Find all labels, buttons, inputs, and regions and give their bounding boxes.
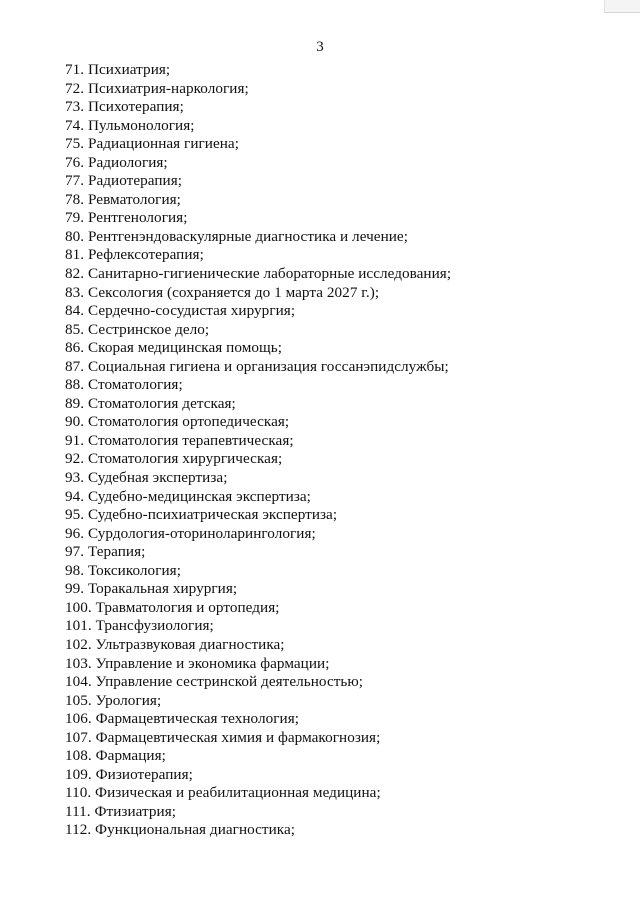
corner-mark (604, 0, 640, 13)
list-item: 99. Торакальная хирургия; (65, 580, 238, 598)
list-item: 89. Стоматология детская; (65, 394, 236, 412)
list-item: 94. Судебно-медицинская экспертиза; (65, 487, 311, 505)
list-item: 84. Сердечно-сосудистая хирургия; (65, 302, 296, 320)
list-item: 79. Рентгенология; (65, 209, 188, 227)
list-item: 76. Радиология; (65, 153, 168, 171)
list-item: 96. Сурдология-оториноларингология; (65, 524, 316, 542)
list-item: 82. Санитарно-гигиенические лабораторные исследования; (65, 265, 452, 283)
list-item: 110. Физическая и реабилитационная медицина; (65, 784, 381, 802)
list-item: 86. Скорая медицинская помощь; (65, 339, 283, 357)
list-item: 100. Травматология и ортопедия; (65, 598, 280, 616)
list-item: 88. Стоматология; (65, 376, 183, 394)
list-item: 101. Трансфузиология; (65, 617, 214, 635)
list-item: 72. Психиатрия-наркология; (65, 79, 249, 97)
list-item: 87. Социальная гигиена и организация госсанэпидслужбы; (65, 357, 449, 375)
list-item: 92. Стоматология хирургическая; (65, 450, 283, 468)
specialty-list (65, 61, 451, 840)
list-item: 97. Терапия; (65, 543, 146, 561)
list-item: 85. Сестринское дело; (65, 320, 210, 338)
list-item: 111. Фтизиатрия; (65, 802, 177, 820)
list-item: 104. Управление сестринской деятельностью; (65, 673, 364, 691)
list-item: 103. Управление и экономика фармации; (65, 654, 330, 672)
list-item: 75. Радиационная гигиена; (65, 135, 239, 153)
list-item: 93. Судебная экспертиза; (65, 469, 228, 487)
list-item: 71. Психиатрия; (65, 61, 171, 78)
list-item: 90. Стоматология ортопедическая; (65, 413, 290, 431)
list-item: 91. Стоматология терапевтическая; (65, 431, 294, 449)
list-item: 112. Функциональная диагностика; (65, 821, 296, 839)
list-item: 73. Психотерапия; (65, 98, 184, 116)
list-item: 80. Рентгенэндоваскулярные диагностика и лечение; (65, 227, 408, 245)
list-item: 77. Радиотерапия; (65, 172, 183, 190)
list-item: 95. Судебно-психиатрическая экспертиза; (65, 506, 338, 524)
list-item: 98. Токсикология; (65, 561, 181, 579)
list-item: 106. Фармацевтическая технология; (65, 710, 299, 728)
list-item: 105. Урология; (65, 691, 162, 709)
list-item: 78. Ревматология; (65, 190, 181, 208)
list-item: 81. Рефлексотерапия; (65, 246, 204, 264)
list-item: 108. Фармация; (65, 747, 166, 765)
list-item: 109. Физиотерапия; (65, 765, 193, 783)
page-number: 3 (316, 39, 324, 55)
list-item: 74. Пульмонология; (65, 116, 195, 134)
list-item: 107. Фармацевтическая химия и фармакогнозия; (65, 728, 381, 746)
list-item: 83. Сексология (сохраняется до 1 марта 2027 г.); (65, 283, 380, 301)
list-item: 102. Ультразвуковая диагностика; (65, 635, 285, 653)
